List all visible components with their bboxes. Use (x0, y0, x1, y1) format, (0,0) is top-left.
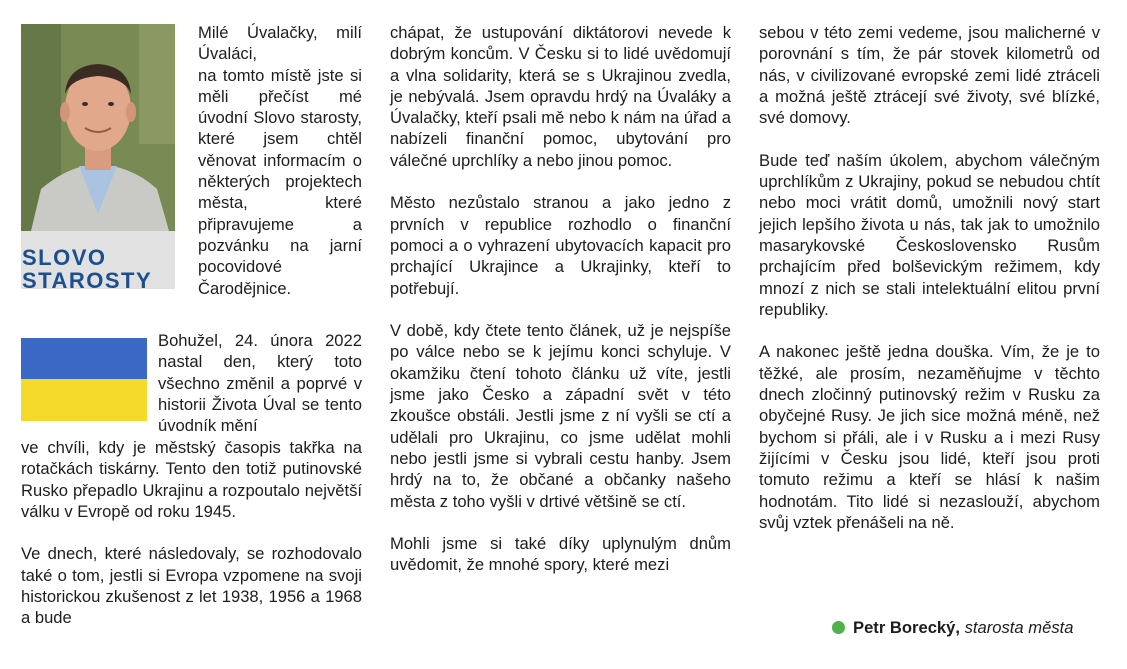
ukraine-flag (21, 338, 147, 421)
flag-blue-stripe (21, 338, 147, 379)
flag-yellow-stripe (21, 379, 147, 421)
col1-flag-text (158, 330, 362, 436)
paragraph-refugees: Bude teď naším úkolem, abychom válečným uprchlíkům z Ukrajiny, pokud se nebudou chtít nebo moci vrátit domů, umožnili nový start jejich lepšího života u nás, tak jak to umožnilo masarykovské Československo Rusům prchajícím před bolševickým režimem, kdy mnozí z nich se stali intelektuální elitou první republiky. (759, 150, 1100, 319)
paragraph-test: V době, kdy čtete tento článek, už je nejspíše po válce nebo se k jejímu konci schyluje. V okamžiku čtení tohoto článku už víte, jestli jsme jako Česko a západní svět v této zkoušce obstáli. Jestli jsme z ní vyšli se ctí a udělali pro Ukrajinu, co jsme udělat mohli nebo jestli jsme si vybrali cestu hanby. Jsem hrdý na to, že občané a občanky našeho města z toho vyšli v drtivé většině se ctí. (390, 321, 731, 511)
col1-bottom-text (21, 437, 362, 629)
heading-line-2: STAROSTY (22, 268, 153, 293)
paragraph-final-note: A nakonec ještě jedna douška. Vím, že je to těžké, ale prosím, nezaměňujme v těchto dnech zločinný putinovský režim v Rusku za obyčejné Rusy. Je jich sice možná méně, než bychom si přáli, ale i v Rusku a i mezi Rusy žijícími v Česku jsou lidé, kteří jsou proti tomuto režimu a kteří se hlásí k našim hodnotám. Tito lidé si nezaslouží, abychom svůj vztek přenášeli na ně. (759, 342, 1100, 532)
column-3 (759, 22, 1100, 533)
paragraph-disputes: Mohli jsme si také díky uplynulým dnům uvědomit, že mnohé spory, které mezi (390, 534, 731, 575)
paragraph-europe: Ve dnech, které následovaly, se rozhodovalo také o tom, jestli si Evropa vzpomene na svoji historickou zkušenost z let 1938, 1956 a 1968 a bude (21, 544, 362, 628)
col1-top-text (198, 22, 362, 299)
heading-line-1: SLOVO (22, 245, 107, 270)
column-2 (390, 22, 731, 576)
section-heading (22, 246, 152, 292)
paragraph-war: ve chvíli, kdy je městský časopis takřka na rotačkách tiskárny. Tento den totiž putinovské Rusko přepadlo Ukrajinu a rozpoutalo největší válku v Evropě od roku 1945. (21, 438, 362, 521)
mayor-portrait (21, 24, 175, 231)
green-dot-icon (832, 621, 845, 634)
paragraph-feb24: Bohužel, 24. února 2022 nastal den, který toto všechno změnil a poprvé v historii Života Úval se tento úvodník mění (158, 331, 362, 436)
greeting: Milé Úvalačky, milí Úvaláci, (198, 23, 362, 64)
paragraph-intro: na tomto místě jste si měli přečíst mé úvodní Slovo starosty, které jsem chtěl věnovat informacím o některých projektech města, které připravujeme a pozvánku na jarní pocovidové Čarodějnice. (198, 65, 362, 298)
signature-role: starosta města (964, 618, 1074, 637)
portrait-illustration (21, 24, 175, 231)
paragraph-city-help: Město nezůstalo stranou a jako jedno z prvních v republice rozhodlo o finanční pomoci a o vyhrazení ubytovacích kapacit pro prchající Ukrajince a Ukrajinky, kteří to potřebují. (390, 193, 731, 298)
paragraph-petty: sebou v této zemi vedeme, jsou malicherné v porovnání s tím, že pár stovek kilometrů od nás, v civilizované evropské zemi lidé ztráceli a možná ještě ztrácejí své životy, své blízké, své domovy. (759, 23, 1100, 128)
paragraph-solidarity: chápat, že ustupování diktátorovi nevede k dobrým koncům. V Česku si to lidé uvědomují a vlna solidarity, která se s Ukrajinou zvedla, je nebývalá. Jsem opravdu hrdý na Úvaláky a Úvalačky, kteří psali mě nebo k nám na úřad a nabízeli finanční pomoc, ubytování pro válečné uprchlíky a nebo jinou pomoc. (390, 23, 731, 170)
signature (832, 617, 1073, 638)
signature-name: Petr Borecký, (853, 618, 960, 637)
